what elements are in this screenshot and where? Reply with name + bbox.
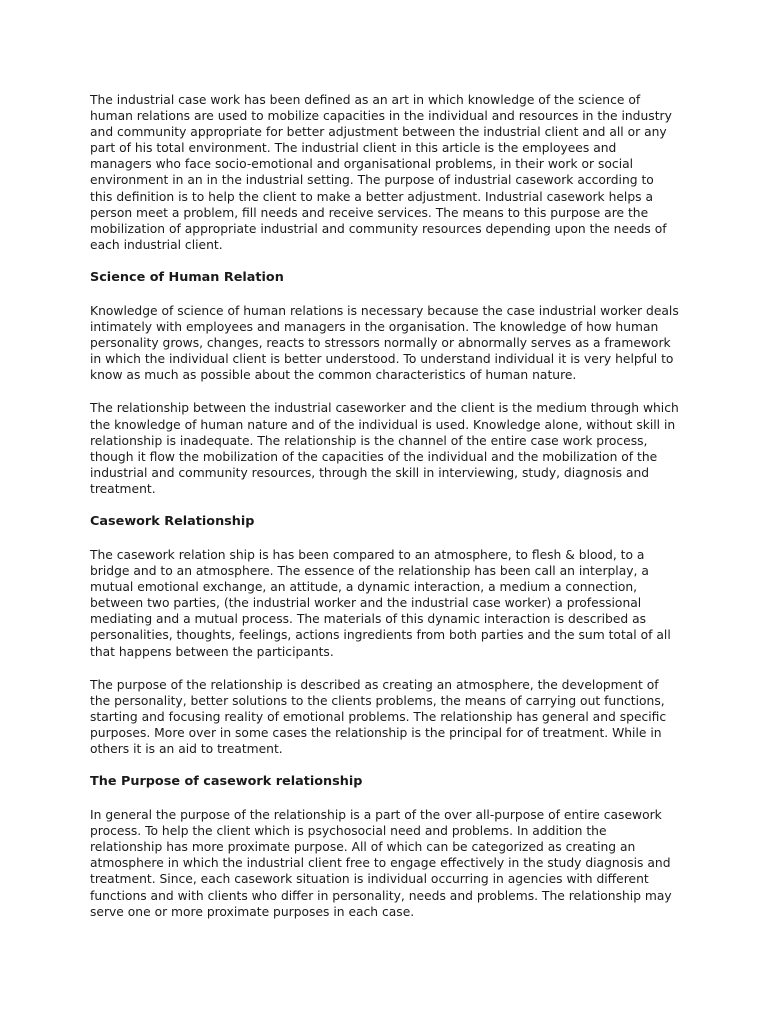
paragraph: The relationship between the industrial caseworker and the client is the medium through which the knowledge of human nature and of the individual is used. Knowledge alone, without skill in relationship is inadequate. The relationship is the channel of the entire case work process, though it flow the mobilization of the capacities of the individual and the mobilization of the industrial and community resources, through the skill in interviewing, study, diagnosis and treatment.: [90, 401, 679, 496]
section-heading-science-of-human-relation: Science of Human Relation: [90, 269, 284, 285]
paragraph: The purpose of the relationship is described as creating an atmosphere, the development of the personality, better solutions to the clients problems, the means of carrying out functions, starting and focusing reality of emotional problems. The relationship has general and specific purposes. More over in some cases the relationship is the principal for of treatment. While in others it is an aid to treatment.: [90, 677, 667, 756]
document-page: [90, 92, 680, 937]
paragraph: The casework relation ship is has been compared to an atmosphere, to flesh & blood, to a bridge and to an atmosphere. The essence of the relationship has been call an interplay, a mutual emotional exchange, an attitude, a dynamic interaction, a medium a connection, between two parties, (the industrial worker and the industrial case worker) a professional mediating and a mutual process. The materials of this dynamic interaction is described as personalities, thoughts, feelings, actions ingredients from both parties and the sum total of all that happens between the participants.: [90, 547, 671, 659]
intro-paragraph: The industrial case work has been defined as an art in which knowledge of the science of human relations are used to mobilize capacities in the individual and resources in the industry and community appropriate for better adjustment between the industrial client and all or any part of his total environment. The industrial client in this article is the employees and managers who face socio-emotional and organisational problems, in their work or social environment in an in the industrial setting. The purpose of industrial casework according to this definition is to help the client to make a better adjustment. Industrial casework helps a person meet a problem, fill needs and receive services. The means to this purpose are the mobilization of appropriate industrial and community resources depending upon the needs of each industrial client.: [90, 93, 672, 252]
section-heading-purpose-of-casework-relationship: The Purpose of casework relationship: [90, 774, 363, 790]
paragraph: In general the purpose of the relationship is a part of the over all-purpose of entire casework process. To help the client which is psychosocial need and problems. In addition the relationship has more proximate purpose. All of which can be categorized as creating an atmosphere in which the industrial client free to engage effectively in the study diagnosis and treatment. Since, each casework situation is individual occurring in agencies with different functions and with clients who differ in personality, needs and problems. The relationship may serve one or more proximate purposes in each case.: [90, 808, 672, 919]
paragraph: Knowledge of science of human relations is necessary because the case industrial worker deals intimately with employees and managers in the organisation. The knowledge of how human personality grows, changes, reacts to stressors normally or abnormally serves as a framework in which the individual client is better understood. To understand individual it is very helpful to know as much as possible about the common characteristics of human nature.: [90, 303, 679, 383]
section-heading-casework-relationship: Casework Relationship: [90, 513, 255, 529]
